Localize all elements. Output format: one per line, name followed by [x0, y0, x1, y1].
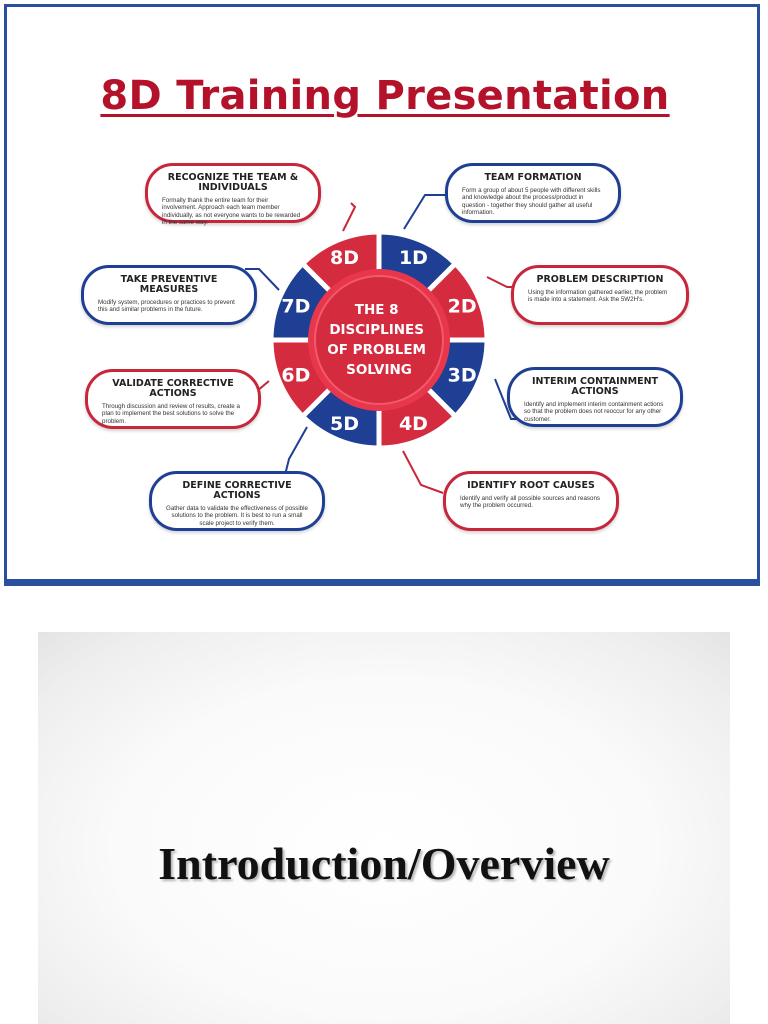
center-circle [315, 276, 443, 404]
card-validate-corrective [85, 369, 261, 429]
card-title: IDENTIFY ROOT CAUSES [467, 480, 595, 491]
slide-8d-diagram [4, 4, 760, 586]
segment-label-8d: 8D [330, 246, 360, 269]
card-text: Through discussion and review of results, create a plan to implement the best solutions to solve the problem. [102, 403, 240, 425]
center-text-line-3: OF PROBLEM [327, 342, 427, 358]
card-text: Gather data to validate the effectiveness of possible solutions to the problem. It is best to run a small scale project to verify them. [166, 505, 308, 527]
card-interim-containment [507, 367, 683, 427]
card-title: RECOGNIZE THE TEAM & INDIVIDUALS [167, 172, 299, 193]
card-define-corrective [149, 471, 325, 531]
slide-heading: Introduction/Overview [158, 838, 610, 889]
segment-label-1d: 1D [398, 246, 428, 269]
card-text: Formally thank the entire team for their involvement. Approach each team member individually, as not everyone wants to be rewarded in the same way. [162, 197, 301, 226]
card-title: INTERIM CONTAINMENT ACTIONS [531, 376, 659, 397]
slide-introduction [38, 632, 730, 1024]
card-take-preventive [81, 265, 257, 325]
card-team-formation [445, 163, 621, 223]
segment-label-3d: 3D [447, 364, 477, 387]
center-text-line-2: DISCIPLINES [329, 322, 424, 338]
segment-label-7d: 7D [281, 295, 311, 318]
connector-1d [404, 195, 447, 229]
segment-label-4d: 4D [398, 413, 428, 436]
center-text-line-1: THE 8 [354, 302, 399, 318]
slide-bottom-border [7, 579, 757, 583]
segment-label-2d: 2D [447, 295, 477, 318]
card-problem-description [511, 265, 689, 325]
card-title: TAKE PREVENTIVE MEASURES [120, 274, 218, 295]
card-text: Using the information gathered earlier, the problem is made into a statement. Ask the 5W2H's. [528, 289, 668, 304]
card-text: Modify system, procedures or practices to prevent this and similar problems in the future. [98, 299, 235, 314]
connector-4d [403, 451, 443, 493]
card-text: Identify and implement interim containment actions so that the problem does not reoccur for any other customer. [524, 401, 664, 423]
center-text-line-4: SOLVING [346, 362, 412, 378]
card-title: TEAM FORMATION [484, 172, 582, 183]
card-title: DEFINE CORRECTIVE ACTIONS [182, 480, 292, 501]
segment-label-5d: 5D [330, 413, 360, 436]
card-title: PROBLEM DESCRIPTION [536, 274, 664, 285]
segment-label-6d: 6D [281, 364, 311, 387]
card-text: Identify and verify all possible sources and reasons why the problem occurred. [460, 495, 600, 510]
slide-title: 8D Training Presentation [100, 73, 670, 119]
card-text: Form a group of about 5 people with different skills and knowledge about the process/product in question - together they should gather all useful information. [462, 187, 601, 216]
card-title: VALIDATE CORRECTIVE ACTIONS [112, 378, 234, 399]
card-recognize-team [145, 163, 321, 226]
connector-8d [343, 203, 355, 231]
card-identify-root-causes [443, 471, 619, 531]
